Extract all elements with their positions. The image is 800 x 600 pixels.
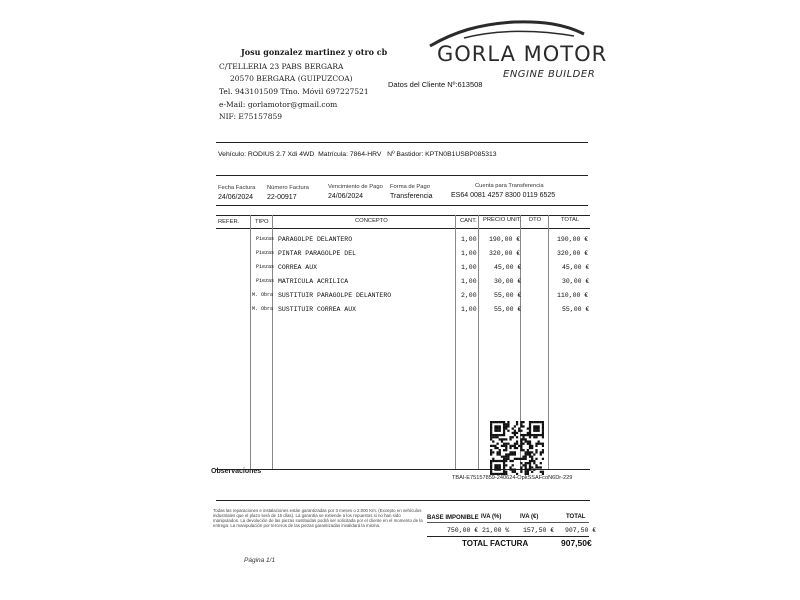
row-qty: 1,00 xyxy=(461,264,477,271)
row-type: Piezas xyxy=(256,236,275,242)
tbai-code: TBAI-E75157859-240624-OpkSSAFcoN6Dr-229 xyxy=(452,475,573,481)
table-row xyxy=(0,306,800,320)
divider xyxy=(427,522,589,523)
invoice-number-value: 22-00917 xyxy=(267,194,297,201)
divider xyxy=(216,175,588,176)
row-type: M. Obra xyxy=(252,292,274,298)
row-qty: 1,00 xyxy=(461,250,477,257)
row-total: 45,00 € xyxy=(562,264,590,271)
due-date-label: Vencimiento de Pago xyxy=(328,184,383,190)
table-row xyxy=(0,250,800,264)
col-header-qty: CANT. xyxy=(460,218,477,224)
vat-amt-label: IVA (€) xyxy=(520,514,539,520)
table-row xyxy=(0,278,800,292)
vehicle-line: Vehículo: RODIUS 2.7 Xdi 4WD Matrícula: 7864-HRV Nº Bastidor: KPTN0B1USBP085313 xyxy=(218,151,497,158)
row-type: Piezas xyxy=(256,278,275,284)
table-row xyxy=(0,292,800,306)
row-price: 30,00 € xyxy=(494,278,522,285)
col-header-concept: CONCEPTO xyxy=(355,218,388,224)
row-qty: 1,00 xyxy=(461,236,477,243)
row-concept: SUSTITUIR PARAGOLPE DELANTERO xyxy=(278,292,392,299)
vat-pct-label: IVA (%) xyxy=(481,514,502,520)
invoice-date-value: 24/06/2024 xyxy=(218,194,254,201)
vat-amt-value: 157,50 € xyxy=(523,527,555,534)
table-row xyxy=(0,236,800,250)
payment-method-value: Transferencia xyxy=(390,193,433,200)
row-total: 190,00 € xyxy=(557,236,589,243)
brand-tagline: ENGINE BUILDER xyxy=(503,69,596,80)
total-label: TOTAL xyxy=(566,514,586,520)
invoice-number-label: Número Factura xyxy=(267,185,309,191)
row-concept: SUSTITUIR CORREA AUX xyxy=(278,306,357,313)
row-concept: CORREA AUX xyxy=(278,264,318,271)
table-row xyxy=(0,264,800,278)
row-qty: 2,00 xyxy=(461,292,477,299)
row-total: 55,00 € xyxy=(562,306,590,313)
company-nif: NIF: E75157859 xyxy=(219,112,283,121)
col-header-type: TIPO xyxy=(255,219,269,225)
total-value: 907,50 € xyxy=(565,527,597,534)
legal-text: Todas las reparaciones e instalaciones están garantizadas por 3 meses o 2.000 Km. (Excepto en vehículos industriales que el plazo será de 15 días). La garantía se extiende a los repuestos si no han sido manipulados. La devolución de las piezas sustituidas podrá ser solicitada por el cliente en el momento de la entrega. La manipulación por terceros de las piezas garantizadas invalidará la misma. xyxy=(213,508,423,528)
invoice-date-label: Fecha Factura xyxy=(218,185,256,191)
payment-method-label: Forma de Pago xyxy=(390,184,430,190)
transfer-account-value: ES64 0081 4257 8300 0119 6525 xyxy=(451,192,556,199)
grand-total-label: TOTAL FACTURA xyxy=(462,539,529,548)
row-type: Piezas xyxy=(256,264,275,270)
row-total: 30,00 € xyxy=(562,278,590,285)
company-phones: Tel. 943101509 Tfno. Móvil 697227521 xyxy=(219,87,369,96)
client-label: Datos del Cliente Nº:613508 xyxy=(388,80,483,89)
divider xyxy=(427,536,589,537)
row-price: 55,00 € xyxy=(494,306,522,313)
row-price: 55,00 € xyxy=(494,292,522,299)
row-price: 190,00 € xyxy=(489,236,521,243)
company-email: e-Mail: gorlamotor@gmail.com xyxy=(219,100,338,109)
page-number: Página 1/1 xyxy=(244,557,276,564)
col-header-dto: DTO xyxy=(529,217,542,223)
divider xyxy=(216,500,590,501)
row-concept: PARAGOLPE DELANTERO xyxy=(278,236,353,243)
transfer-account-label: Cuenta para Transferencia xyxy=(475,183,544,189)
company-name: Josu gonzalez martinez y otro cb xyxy=(241,47,388,57)
col-header-total: TOTAL xyxy=(561,217,580,223)
col-header-price: PRECIO UNIT. xyxy=(483,217,522,223)
vat-pct-value: 21,00 % xyxy=(482,527,510,534)
row-concept: PINTAR PARAGOLPE DEL xyxy=(278,250,357,257)
row-total: 320,00 € xyxy=(557,250,589,257)
row-concept: MATRICULA ACRILICA xyxy=(278,278,349,285)
row-qty: 1,00 xyxy=(461,306,477,313)
base-value: 750,00 € xyxy=(447,527,479,534)
observations-label: Observaciones xyxy=(211,468,262,475)
row-type: M. Obra xyxy=(252,306,274,312)
company-city: 20570 BERGARA (GUIPUZCOA) xyxy=(230,74,353,83)
col-header-ref: REFER. xyxy=(218,219,240,225)
divider xyxy=(216,142,588,143)
row-price: 45,00 € xyxy=(494,264,522,271)
row-price: 320,00 € xyxy=(489,250,521,257)
due-date-value: 24/06/2024 xyxy=(328,193,364,200)
row-qty: 1,00 xyxy=(461,278,477,285)
row-total: 110,00 € xyxy=(557,292,589,299)
qr-code xyxy=(490,421,544,475)
row-type: Piezas xyxy=(256,250,275,256)
divider xyxy=(216,205,588,206)
company-address: C/TELLERIA 23 PABS BERGARA xyxy=(219,62,344,71)
brand-logo: GORLA MOTOR xyxy=(437,42,608,66)
client-number: 613508 xyxy=(457,80,483,89)
grand-total-value: 907,50€ xyxy=(561,538,592,548)
base-label: BASE IMPONIBLE xyxy=(427,515,479,521)
